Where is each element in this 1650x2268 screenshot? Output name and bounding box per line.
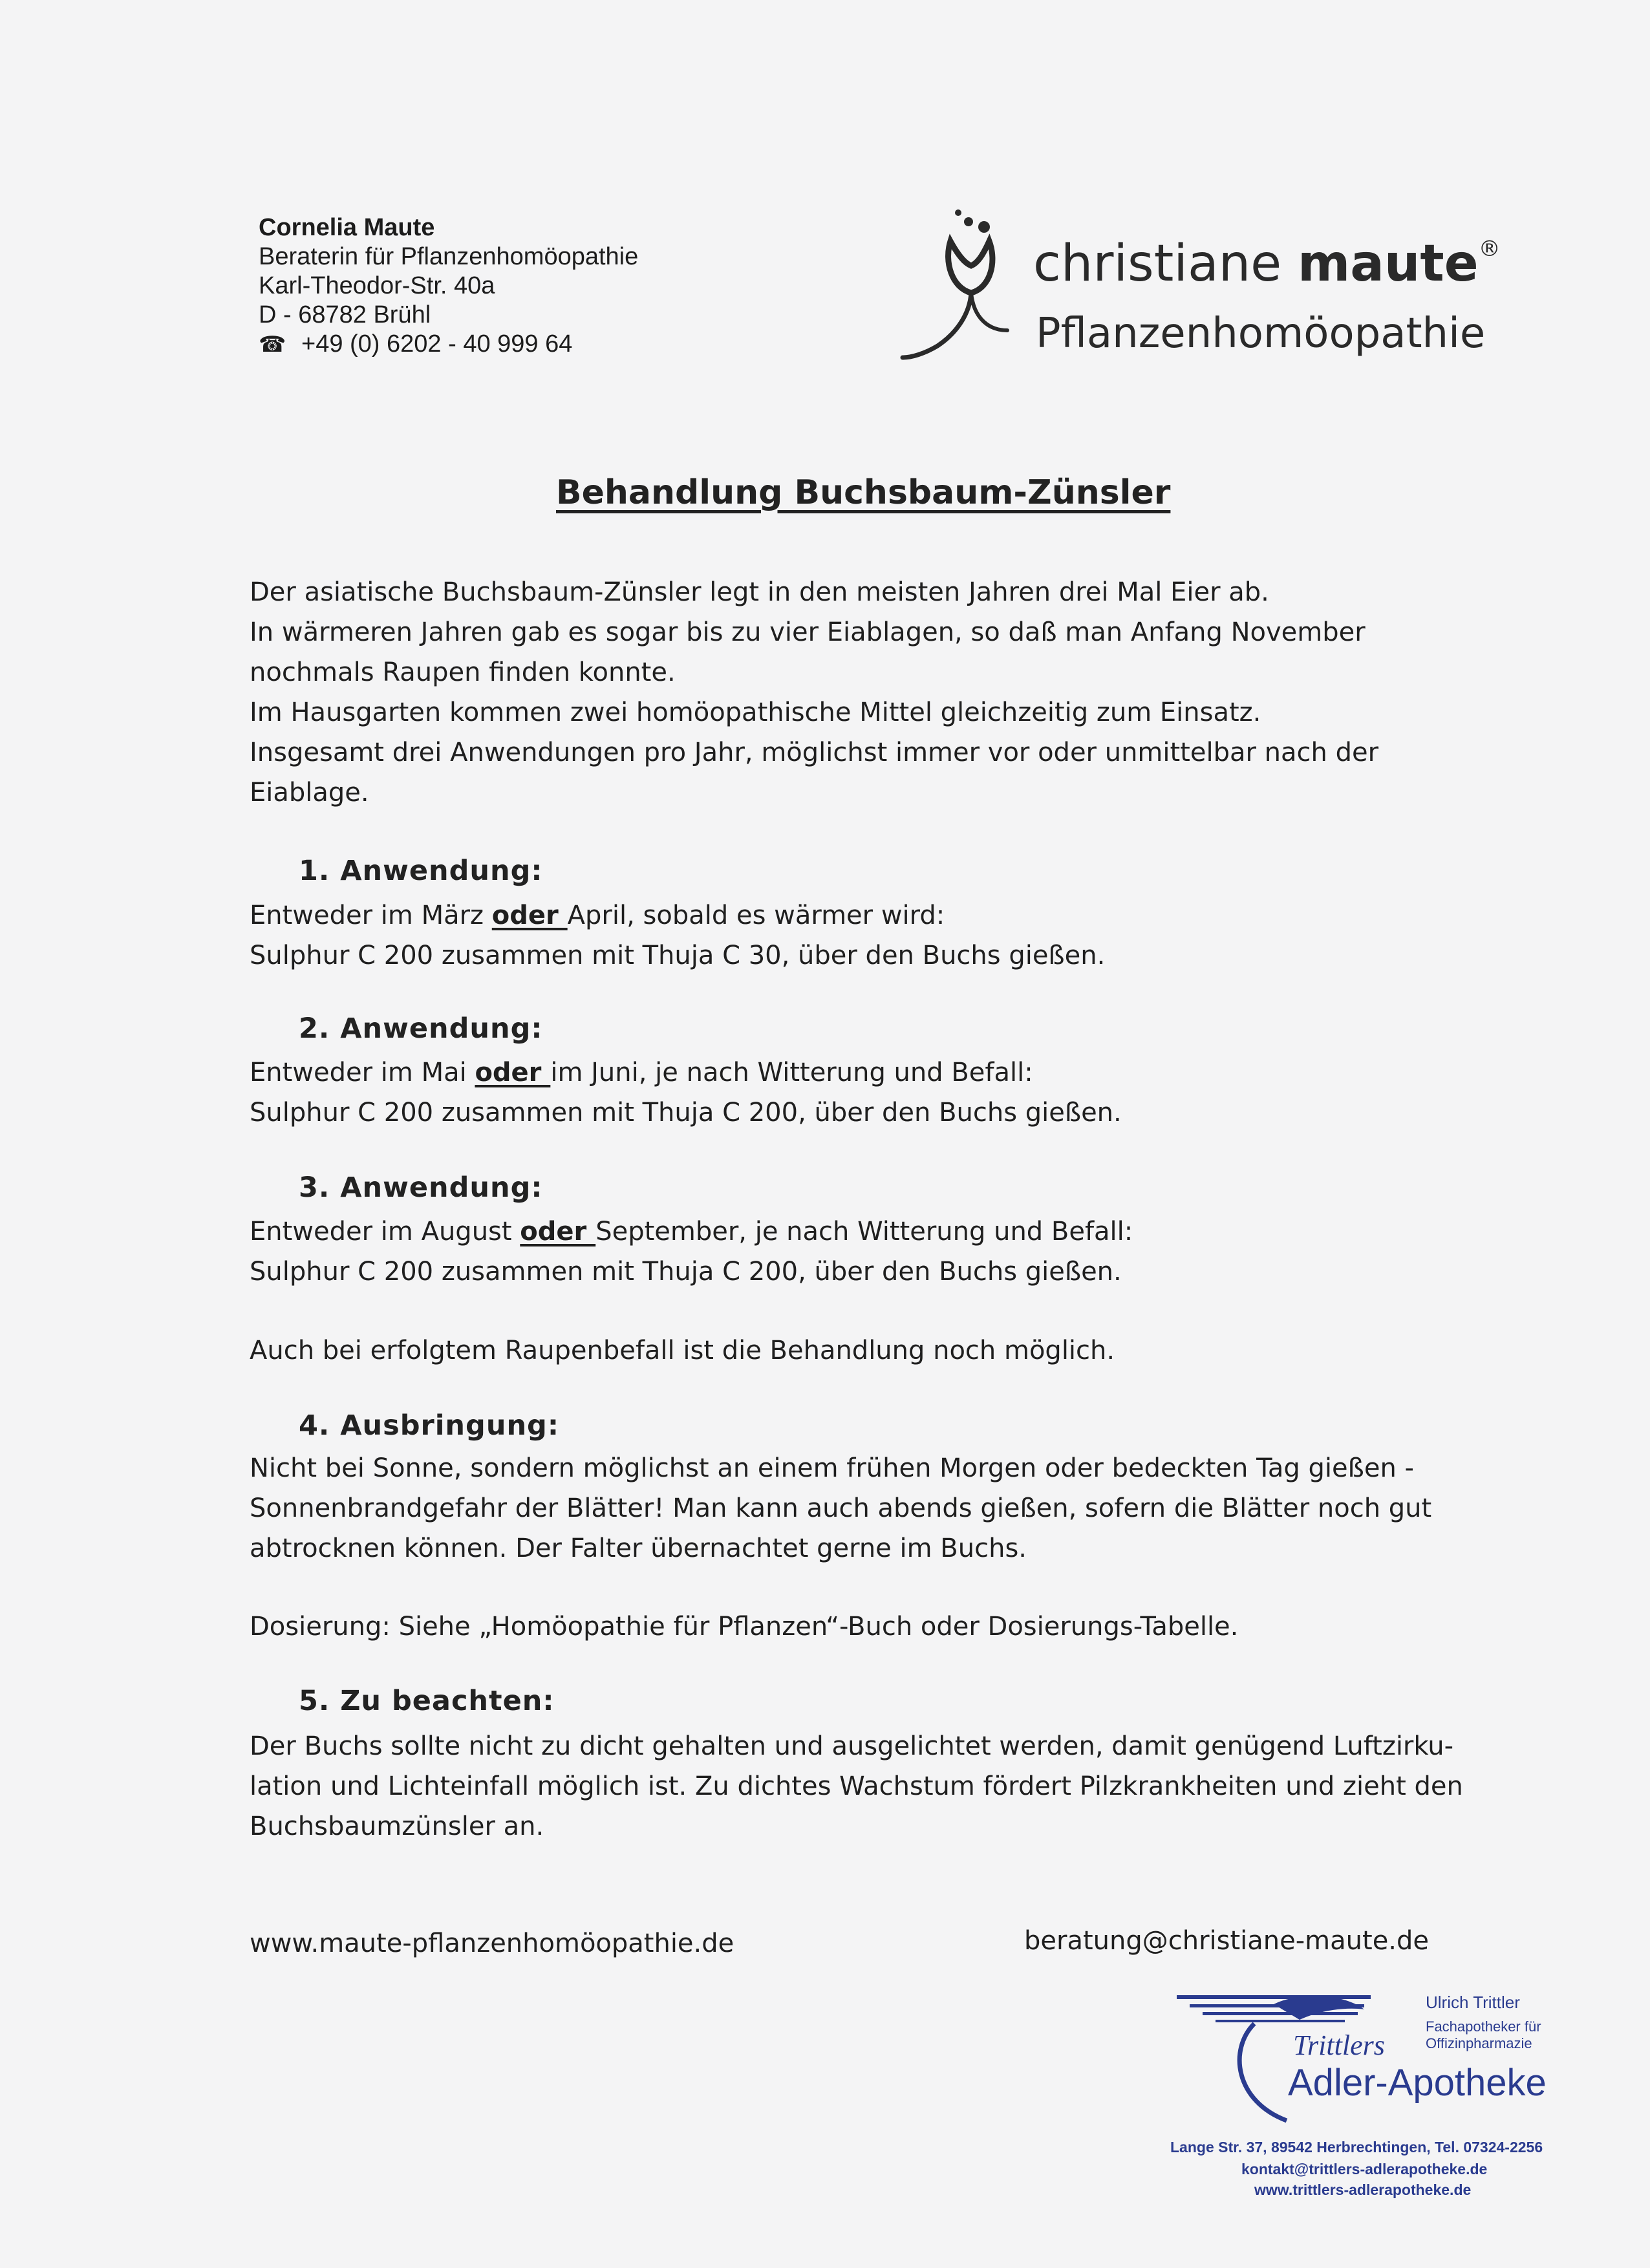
logo-brand-light: christiane <box>1033 235 1298 293</box>
stamp-name-script: Trittlers <box>1293 2029 1385 2061</box>
oder-emphasis: oder <box>520 1217 596 1246</box>
intro-line: nochmals Raupen finden konnte. <box>250 658 676 687</box>
tulip-logo-icon <box>899 204 1034 372</box>
sender-name: Cornelia Maute <box>259 214 435 241</box>
footer-email[interactable]: beratung@christiane-maute.de <box>1024 1926 1430 1956</box>
sender-city: D - 68782 Brühl <box>259 301 431 328</box>
section-line: Nicht bei Sonne, sondern möglichst an einem frühen Morgen oder bedeckten Tag gießen - <box>250 1453 1414 1483</box>
logo-brand <box>1033 235 1501 293</box>
section-heading-5: 5. Zu beachten: <box>299 1685 555 1717</box>
oder-emphasis: oder <box>475 1058 551 1087</box>
stamp-address: Lange Str. 37, 89542 Herbrechtingen, Tel. 07324-2256 <box>1170 2139 1543 2156</box>
section-body-3 <box>250 1212 1133 1292</box>
sender-phone-line <box>259 330 638 359</box>
treatment-note: Auch bei erfolgtem Raupenbefall ist die Behandlung noch möglich. <box>250 1336 1115 1365</box>
intro-line: Der asiatische Buchsbaum-Zünsler legt in den meisten Jahren drei Mal Eier ab. <box>250 577 1269 607</box>
stamp-website: www.trittlers-adlerapotheke.de <box>1254 2181 1472 2198</box>
text-segment: Entweder im März <box>250 901 492 930</box>
stamp-email: kontakt@trittlers-adlerapotheke.de <box>1241 2161 1488 2177</box>
text-segment: im Juni, je nach Witterung und Befall: <box>550 1058 1033 1087</box>
section-heading-1: 1. Anwendung: <box>299 855 543 887</box>
section-body-5 <box>250 1726 1463 1846</box>
pharmacy-stamp <box>1164 1978 1565 2211</box>
section-line: Buchsbaumzünsler an. <box>250 1812 544 1841</box>
intro-paragraph <box>250 572 1378 813</box>
section-line <box>250 1212 1133 1252</box>
section-line: Sulphur C 200 zusammen mit Thuja C 200, über den Buchs gießen. <box>250 1257 1122 1287</box>
section-body-4 <box>250 1448 1431 1568</box>
section-line: Sonnenbrandgefahr der Blätter! Man kann auch abends gießen, sofern die Blätter noch gut <box>250 1493 1432 1523</box>
section-line: Sulphur C 200 zusammen mit Thuja C 30, über den Buchs gießen. <box>250 941 1106 970</box>
oder-emphasis: oder <box>491 901 568 930</box>
company-logo <box>899 204 1519 372</box>
text-segment: April, sobald es wärmer wird: <box>567 901 945 930</box>
text-segment: September, je nach Witterung und Befall: <box>595 1217 1133 1246</box>
section-line <box>250 895 1105 936</box>
sender-street: Karl-Theodor-Str. 40a <box>259 272 495 299</box>
phone-icon: ☎ <box>259 332 286 357</box>
registered-mark: ® <box>1478 236 1501 262</box>
section-heading-3: 3. Anwendung: <box>299 1171 543 1204</box>
sender-address-block <box>259 213 638 359</box>
sender-phone: +49 (0) 6202 - 40 999 64 <box>301 330 573 358</box>
sender-role: Beraterin für Pflanzenhomöopathie <box>259 243 639 270</box>
section-body-1 <box>250 895 1105 976</box>
section-line: Sulphur C 200 zusammen mit Thuja C 200, über den Buchs gießen. <box>250 1098 1122 1128</box>
stamp-pharmacy-name: Adler-Apotheke <box>1288 2062 1547 2104</box>
text-segment: Entweder im Mai <box>250 1058 475 1087</box>
footer-website[interactable]: www.maute-pflanzenhomöopathie.de <box>250 1929 734 1958</box>
stamp-owner: Ulrich Trittler <box>1426 1993 1520 2012</box>
logo-brand-bold: maute <box>1297 235 1479 293</box>
section-line <box>250 1053 1122 1093</box>
logo-subtitle: Pflanzenhomöopathie <box>1036 310 1486 358</box>
intro-line: In wärmeren Jahren gab es sogar bis zu vier Eiablagen, so daß man Anfang November <box>250 617 1366 647</box>
dosage-note: Dosierung: Siehe „Homöopathie für Pflanzen“-Buch oder Dosierungs-Tabelle. <box>250 1612 1239 1642</box>
section-line: abtrocknen können. Der Falter übernachtet gerne im Buchs. <box>250 1534 1027 1563</box>
section-line: Der Buchs sollte nicht zu dicht gehalten und ausgelichtet werden, damit genügend Luftzirku- <box>250 1731 1454 1761</box>
section-body-2 <box>250 1053 1122 1133</box>
document-title: Behandlung Buchsbaum-Zünsler <box>556 473 1171 512</box>
stamp-title: Fachapotheker für Offizinpharmazie <box>1426 2018 1541 2051</box>
section-heading-2: 2. Anwendung: <box>299 1012 543 1045</box>
intro-line: Im Hausgarten kommen zwei homöopathische Mittel gleichzeitig zum Einsatz. <box>250 698 1261 727</box>
section-heading-4: 4. Ausbringung: <box>299 1409 560 1442</box>
intro-line: Eiablage. <box>250 778 369 808</box>
text-segment: Entweder im August <box>250 1217 520 1246</box>
section-line: lation und Lichteinfall möglich ist. Zu dichtes Wachstum fördert Pilzkrankheiten und zieht den <box>250 1771 1463 1801</box>
intro-line: Insgesamt drei Anwendungen pro Jahr, möglichst immer vor oder unmittelbar nach der <box>250 738 1379 767</box>
